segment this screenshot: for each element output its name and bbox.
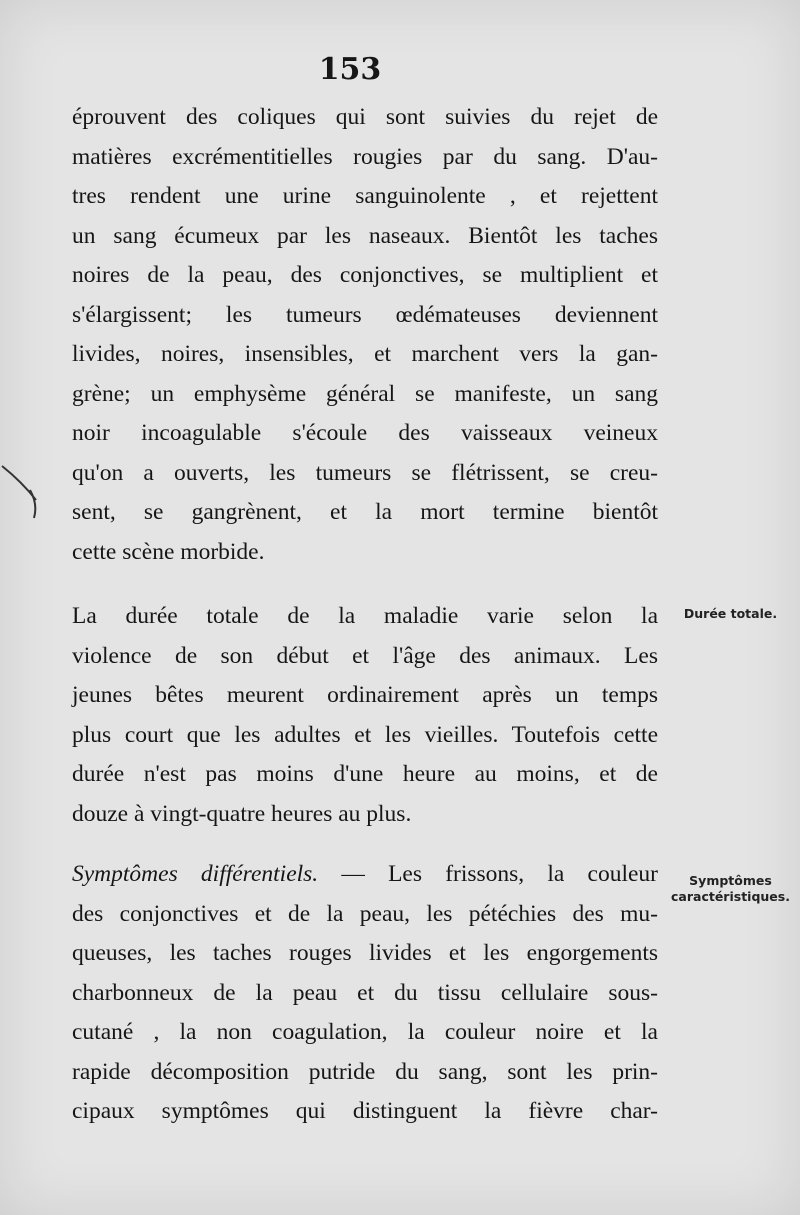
- paragraph-3: [72, 855, 658, 1132]
- text-line: [72, 855, 658, 895]
- margin-note-symptomes: [668, 873, 793, 905]
- text-line: sent, se gangrènent, et la mort termine bientôt: [72, 499, 658, 525]
- text-line: cutané , la non coagulation, la couleur noire et la: [72, 1019, 658, 1045]
- text-line: violence de son début et l'âge des animaux. Les: [72, 642, 658, 669]
- text-line: noir incoagulable s'écoule des vaisseaux veineux: [72, 420, 658, 446]
- text-line: rapide décomposition putride du sang, sont les prin-: [72, 1058, 658, 1085]
- text-line: qu'on a ouverts, les tumeurs se flétrissent, se creu-: [72, 459, 658, 486]
- margin-note-line: Symptômes: [689, 873, 772, 888]
- paragraph-2: [72, 597, 658, 834]
- text-line: des conjonctives et de la peau, les pétéchies des mu-: [72, 900, 658, 927]
- text-line: charbonneux de la peau et du tissu cellulaire sous-: [72, 979, 658, 1006]
- text-line: cipaux symptômes qui distinguent la fièvre char-: [72, 1098, 658, 1124]
- text-line: tres rendent une urine sanguinolente , et rejettent: [72, 183, 658, 209]
- text-fragment: — Les frissons, la couleur: [318, 861, 658, 887]
- text-line: jeunes bêtes meurent ordinairement après un temps: [72, 682, 658, 708]
- text-line: queuses, les taches rouges livides et les engorgements: [72, 940, 658, 966]
- text-line: grène; un emphysème général se manifeste, un sang: [72, 380, 658, 407]
- text-line: s'élargissent; les tumeurs œdémateuses deviennent: [72, 301, 658, 328]
- text-line: douze à vingt-quatre heures au plus.: [72, 800, 412, 827]
- text-line: durée n'est pas moins d'une heure au moins, et de: [72, 761, 658, 787]
- margin-note-duree: Durée totale.: [683, 606, 778, 621]
- margin-mark-icon: [0, 460, 40, 520]
- section-heading: Symptômes différentiels.: [72, 861, 319, 887]
- text-line: un sang écumeux par les naseaux. Bientôt les taches: [72, 222, 658, 249]
- page-number: 153: [318, 52, 382, 87]
- text-line: noires de la peau, des conjonctives, se multiplient et: [72, 262, 658, 288]
- text-line: éprouvent des coliques qui sont suivies du rejet de: [72, 104, 658, 130]
- text-line: matières excrémentitielles rougies par du sang. D'au-: [72, 143, 658, 170]
- text-line: La durée totale de la maladie varie selon la: [72, 603, 658, 629]
- text-line: cette scène morbide.: [72, 538, 265, 565]
- paragraph-1: [72, 98, 658, 572]
- text-line: plus court que les adultes et les vieilles. Toutefois cette: [72, 721, 658, 748]
- text-line: livides, noires, insensibles, et marchent vers la gan-: [72, 341, 658, 367]
- margin-note-line: caractéristiques.: [671, 889, 790, 904]
